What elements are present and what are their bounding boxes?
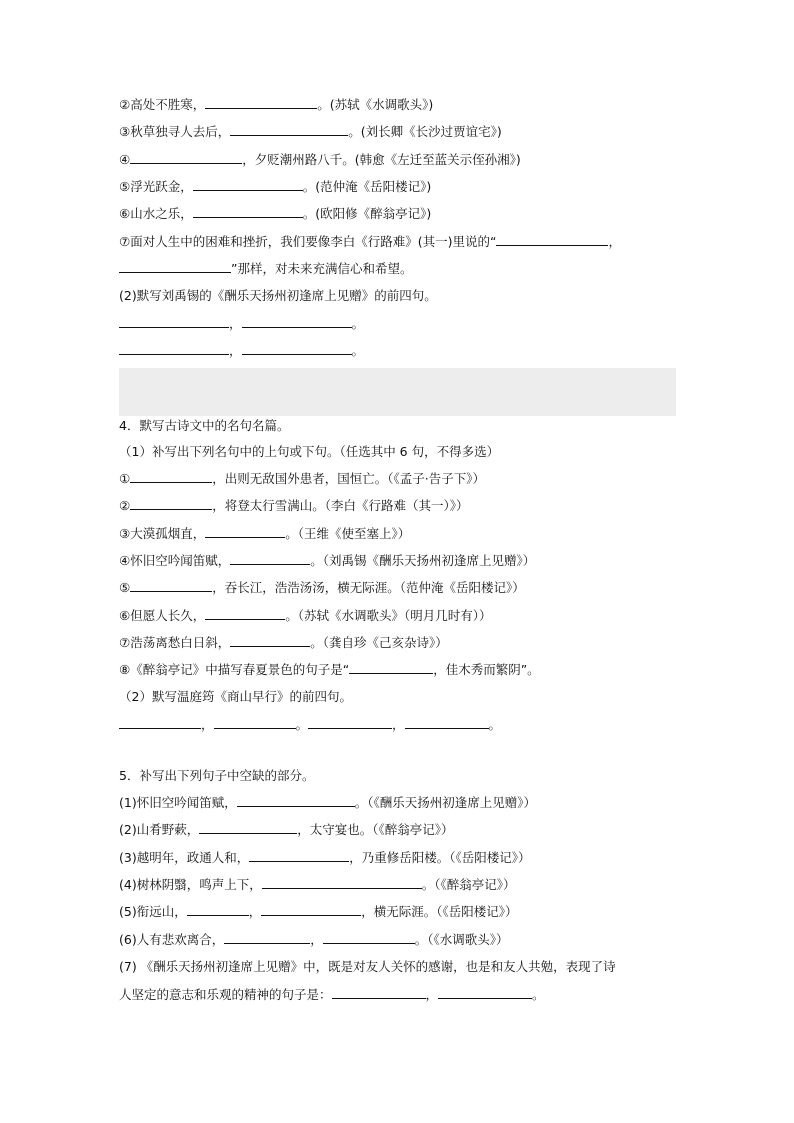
answer-blank[interactable] [130, 580, 212, 592]
answer-blank[interactable] [130, 471, 212, 483]
s4-item-2: ② ，将登太行雪满山。（李白《行路难（其一）》） [119, 498, 469, 513]
answer-blank[interactable] [205, 526, 285, 538]
s5-item-6: (6)人有悲欢离合， ， 。（《水调歌头》） [119, 932, 509, 947]
grey-divider-band [119, 368, 676, 416]
s4-item-3: ③大漠孤烟直， 。（王维《使至塞上》） [119, 526, 411, 541]
s4-item-7: ⑦浩荡离愁白日斜， 。（龚自珍《己亥杂诗》） [119, 635, 448, 650]
s4-sub1: （1）补写出下列名句中的上句或下句。（任选其中 6 句，不得多选） [119, 444, 500, 459]
s3-item-2: ②高处不胜寒， 。(苏轼《水调歌头》) [119, 97, 434, 112]
s5-item-7: (7) 《酬乐天扬州初逢席上见赠》中，既是对友人关怀的感谢，也是和友人共勉，表现了诗 [119, 959, 616, 974]
s4-answer-row: ， 。 ， 。 [119, 717, 501, 733]
s3-item-7: ⑦面对人生中的困难和挫折，我们要像李白《行路难》(其一)里说的“ ， [119, 234, 621, 249]
s4-item-8: ⑧《醉翁亭记》中描写春夏景色的句子是“ ，佳木秀而繁阴”。 [119, 662, 540, 677]
answer-blank[interactable] [119, 717, 201, 729]
s3-item-6: ⑥山水之乐， 。(欧阳修《醉翁亭记》) [119, 206, 432, 221]
s4-title: 4．默写古诗文中的名句名篇。 [119, 418, 290, 433]
answer-blank[interactable] [205, 97, 317, 109]
s3-item-3: ③秋草独寻人去后， 。(刘长卿《长沙过贾谊宅》) [119, 124, 502, 139]
answer-blank[interactable] [249, 850, 349, 862]
answer-blank[interactable] [230, 124, 348, 136]
answer-blank[interactable] [496, 234, 608, 246]
s3-answer-row-1: ， 。 [119, 316, 364, 332]
answer-blank[interactable] [193, 179, 303, 191]
s5-item-1: (1)怀旧空吟闻笛赋， 。（《酬乐天扬州初逢席上见赠》） [119, 795, 536, 810]
s3-item-4: ④ ，夕贬潮州路八千。(韩愈《左迁至蓝关示侄孙湘》) [119, 152, 521, 167]
answer-blank[interactable] [230, 553, 310, 565]
s5-item-7-cont: 人坚定的意志和乐观的精神的句子是： ， 。 [119, 987, 545, 1002]
s4-item-6: ⑥但愿人长久， 。（苏轼《水调歌头》（明月几时有）） [119, 608, 492, 623]
answer-blank[interactable] [119, 316, 229, 328]
answer-blank[interactable] [262, 877, 422, 889]
answer-blank[interactable] [237, 795, 355, 807]
answer-blank[interactable] [438, 987, 532, 999]
answer-blank[interactable] [261, 904, 361, 916]
s3-item-7-cont: ”那样，对未来充满信心和希望。 [119, 261, 412, 277]
s5-item-2: (2)山肴野蔌， ，太守宴也。（《醉翁亭记》） [119, 822, 454, 837]
answer-blank[interactable] [214, 717, 296, 729]
answer-blank[interactable] [323, 932, 415, 944]
answer-blank[interactable] [205, 608, 285, 620]
answer-blank[interactable] [308, 717, 392, 729]
s4-item-1: ① ，出则无敌国外患者，国恒亡。（《孟子·告子下》） [119, 471, 485, 486]
s4-item-4: ④怀旧空吟闻笛赋， 。（刘禹锡《酬乐天扬州初逢席上见赠》） [119, 553, 536, 568]
answer-blank[interactable] [193, 206, 303, 218]
s3-answer-row-2: ， 。 [119, 343, 364, 359]
s4-item-5: ⑤ ，吞长江，浩浩汤汤，横无际涯。（范仲淹《岳阳楼记》） [119, 580, 525, 595]
answer-blank[interactable] [332, 987, 426, 999]
s4-sub2: （2）默写温庭筠《商山早行》的前四句。 [119, 689, 352, 704]
answer-blank[interactable] [242, 343, 352, 355]
s5-item-3: (3)越明年，政通人和， ，乃重修岳阳楼。（《岳阳楼记》） [119, 850, 531, 865]
answer-blank[interactable] [242, 316, 352, 328]
answer-blank[interactable] [405, 717, 489, 729]
s3-question-2: (2)默写刘禹锡的《酬乐天扬州初逢席上见赠》的前四句。 [119, 288, 437, 303]
answer-blank[interactable] [230, 635, 310, 647]
answer-blank[interactable] [130, 498, 212, 510]
answer-blank[interactable] [119, 261, 231, 273]
s5-title: 5．补写出下列句子中空缺的部分。 [119, 768, 315, 783]
s5-item-5: (5)衔远山， ， ，横无际涯。（《岳阳楼记》） [119, 904, 518, 919]
s3-item-5: ⑤浮光跃金， 。(范仲淹《岳阳楼记》) [119, 179, 432, 194]
answer-blank[interactable] [187, 904, 249, 916]
answer-blank[interactable] [224, 932, 310, 944]
answer-blank[interactable] [349, 662, 433, 674]
answer-blank[interactable] [119, 343, 229, 355]
answer-blank[interactable] [130, 152, 242, 164]
s5-item-4: (4)树林阴翳，鸣声上下， 。（《醉翁亭记》） [119, 877, 516, 892]
answer-blank[interactable] [199, 822, 297, 834]
